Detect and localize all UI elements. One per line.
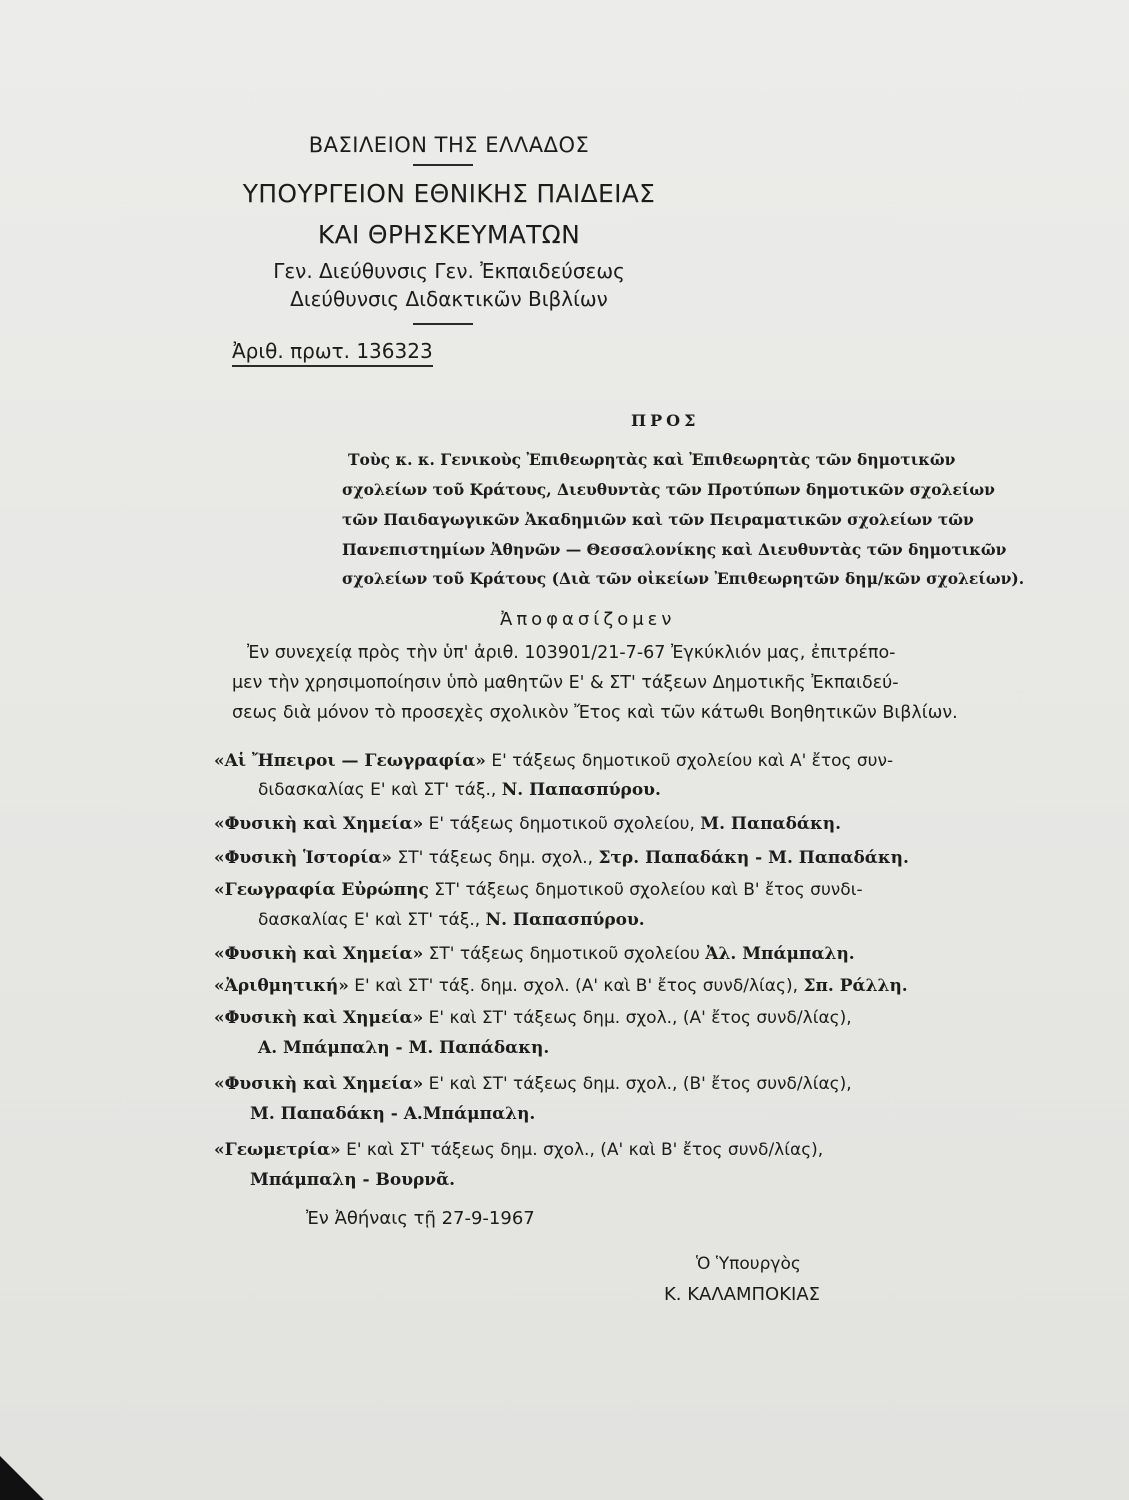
book-details: ΣΤ' τάξεως δημ. σχολ.,	[392, 848, 599, 868]
book-title: «Αἱ Ἤπειροι — Γεωγραφία»	[214, 751, 486, 771]
decision-line: Ἐν συνεχείᾳ πρὸς τὴν ὑπ' ἀριθ. 103901/21-7-67 Ἐγκύκλιόν μας, ἐπιτρέπο-	[247, 643, 896, 663]
book-details: Ε' τάξεως δημοτικοῦ σχολείου καὶ Α' ἔτος συν-	[485, 751, 894, 771]
decision-heading: Ἀποφασίζομεν	[500, 609, 676, 630]
book-entry-continuation	[258, 910, 645, 930]
book-author: Ν. Παπασπύρου.	[501, 780, 661, 800]
book-details: διδασκαλίας Ε' καὶ ΣΤ' τάξ.,	[258, 780, 502, 800]
decision-line: μεν τὴν χρησιμοποίησιν ὑπὸ μαθητῶν Ε' & ΣΤ' τάξεων Δημοτικῆς Ἐκπαιδεύ-	[232, 673, 899, 693]
book-title: «Φυσικὴ καὶ Χημεία»	[214, 1008, 424, 1028]
recipient-line: Πανεπιστημίων Ἀθηνῶν — Θεσσαλονίκης καὶ Διευθυντὰς τῶν δημοτικῶν	[342, 540, 1007, 559]
header-rule-1	[413, 164, 473, 166]
book-entry-continuation	[258, 1038, 549, 1058]
book-author: Ν. Παπασπύρου.	[485, 910, 645, 930]
book-details: Ε' καὶ ΣΤ' τάξεως δημ. σχολ., (Β' ἔτος συνδ/λίας),	[423, 1074, 852, 1094]
book-title: «Φυσικὴ καὶ Χημεία»	[214, 1074, 424, 1094]
book-title: «Γεωγραφία Εὐρώπης	[214, 880, 429, 900]
page-corner-shadow	[0, 1456, 44, 1500]
book-details: Ε' τάξεως δημοτικοῦ σχολείου,	[423, 814, 701, 834]
book-details: Ε' καὶ ΣΤ' τάξεως δημ. σχολ., (Α' καὶ Β' ἔτος συνδ/λίας),	[340, 1140, 824, 1160]
book-author: Ἀλ. Μπάμπαλη.	[705, 944, 855, 964]
book-entry	[214, 1008, 852, 1028]
book-author: Μ. Παπαδάκη.	[700, 814, 842, 834]
protocol-number: Ἀριθ. πρωτ. 136323	[232, 339, 433, 367]
ministry-title-line2: ΚΑΙ ΘΡΗΣΚΕΥΜΑΤΩΝ	[317, 220, 581, 249]
book-entry	[214, 1140, 823, 1160]
book-entry-continuation	[250, 1170, 455, 1190]
book-entry	[214, 848, 909, 868]
book-entry	[214, 880, 863, 900]
book-author: Στρ. Παπαδάκη - Μ. Παπαδάκη.	[598, 848, 909, 868]
recipient-line: τῶν Παιδαγωγικῶν Ἀκαδημιῶν καὶ τῶν Πειραματικῶν σχολείων τῶν	[342, 510, 974, 529]
kingdom-title: ΒΑΣΙΛΕΙΟΝ ΤΗΣ ΕΛΛΑΔΟΣ	[308, 133, 590, 157]
decision-line: σεως διὰ μόνον τὸ προσεχὲς σχολικὸν Ἔτος καὶ τῶν κάτωθι Βοηθητικῶν Βιβλίων.	[232, 703, 958, 723]
book-entry	[214, 976, 908, 996]
directorate-general: Γεν. Διεύθυνσις Γεν. Ἐκπαιδεύσεως	[273, 259, 625, 283]
book-details: ΣΤ' τάξεως δημοτικοῦ σχολείου	[423, 944, 706, 964]
recipient-line: σχολείων τοῦ Κράτους, Διευθυντὰς τῶν Προτύπων δημοτικῶν σχολείων	[342, 480, 995, 499]
book-details: ΣΤ' τάξεως δημοτικοῦ σχολείου καὶ Β' ἔτος συνδι-	[428, 880, 863, 900]
signatory-name: Κ. ΚΑΛΑΜΠΟΚΙΑΣ	[664, 1284, 821, 1305]
book-title: «Φυσικὴ καὶ Χημεία»	[214, 944, 424, 964]
signatory-title: Ὁ Ὑπουργὸς	[696, 1254, 801, 1274]
book-author: Α. Μπάμπαλη - Μ. Παπάδακη.	[258, 1038, 550, 1058]
directorate-books: Διεύθυνσις Διδακτικῶν Βιβλίων	[290, 287, 608, 311]
book-details: Ε' καὶ ΣΤ' τάξ. δημ. σχολ. (Α' καὶ Β' ἔτος συνδ/λίας),	[348, 976, 804, 996]
book-entry	[214, 944, 855, 964]
book-title: «Γεωμετρία»	[214, 1140, 341, 1160]
ministry-title-line1: ΥΠΟΥΡΓΕΙΟΝ ΕΘΝΙΚΗΣ ΠΑΙΔΕΙΑΣ	[242, 179, 656, 208]
recipient-line: Τοὺς κ. κ. Γενικοὺς Ἐπιθεωρητὰς καὶ Ἐπιθεωρητὰς τῶν δημοτικῶν	[348, 450, 956, 469]
book-title: «Ἀριθμητική»	[214, 976, 349, 996]
book-entry	[214, 751, 893, 771]
header-rule-2	[413, 323, 473, 325]
book-entry-continuation	[258, 780, 661, 800]
place-and-date: Ἐν Ἀθήναις τῇ 27-9-1967	[306, 1208, 535, 1229]
book-author: Μπάμπαλη - Βουρνᾶ.	[250, 1170, 456, 1190]
book-entry	[214, 814, 841, 834]
book-author: Μ. Παπαδάκη - Α.Μπάμπαλη.	[250, 1104, 536, 1124]
book-entry-continuation	[250, 1104, 535, 1124]
book-entry	[214, 1074, 852, 1094]
book-details: δασκαλίας Ε' καὶ ΣΤ' τάξ.,	[258, 910, 486, 930]
book-title: «Φυσικὴ Ἱστορία»	[214, 848, 393, 868]
recipient-heading: ΠΡΟΣ	[631, 411, 700, 430]
book-author: Σπ. Ράλλη.	[803, 976, 908, 996]
book-title: «Φυσικὴ καὶ Χημεία»	[214, 814, 424, 834]
book-details: Ε' καὶ ΣΤ' τάξεως δημ. σχολ., (Α' ἔτος συνδ/λίας),	[423, 1008, 852, 1028]
recipient-line: σχολείων τοῦ Κράτους (Διὰ τῶν οἰκείων Ἐπιθεωρητῶν δημ/κῶν σχολείων).	[342, 569, 1025, 588]
